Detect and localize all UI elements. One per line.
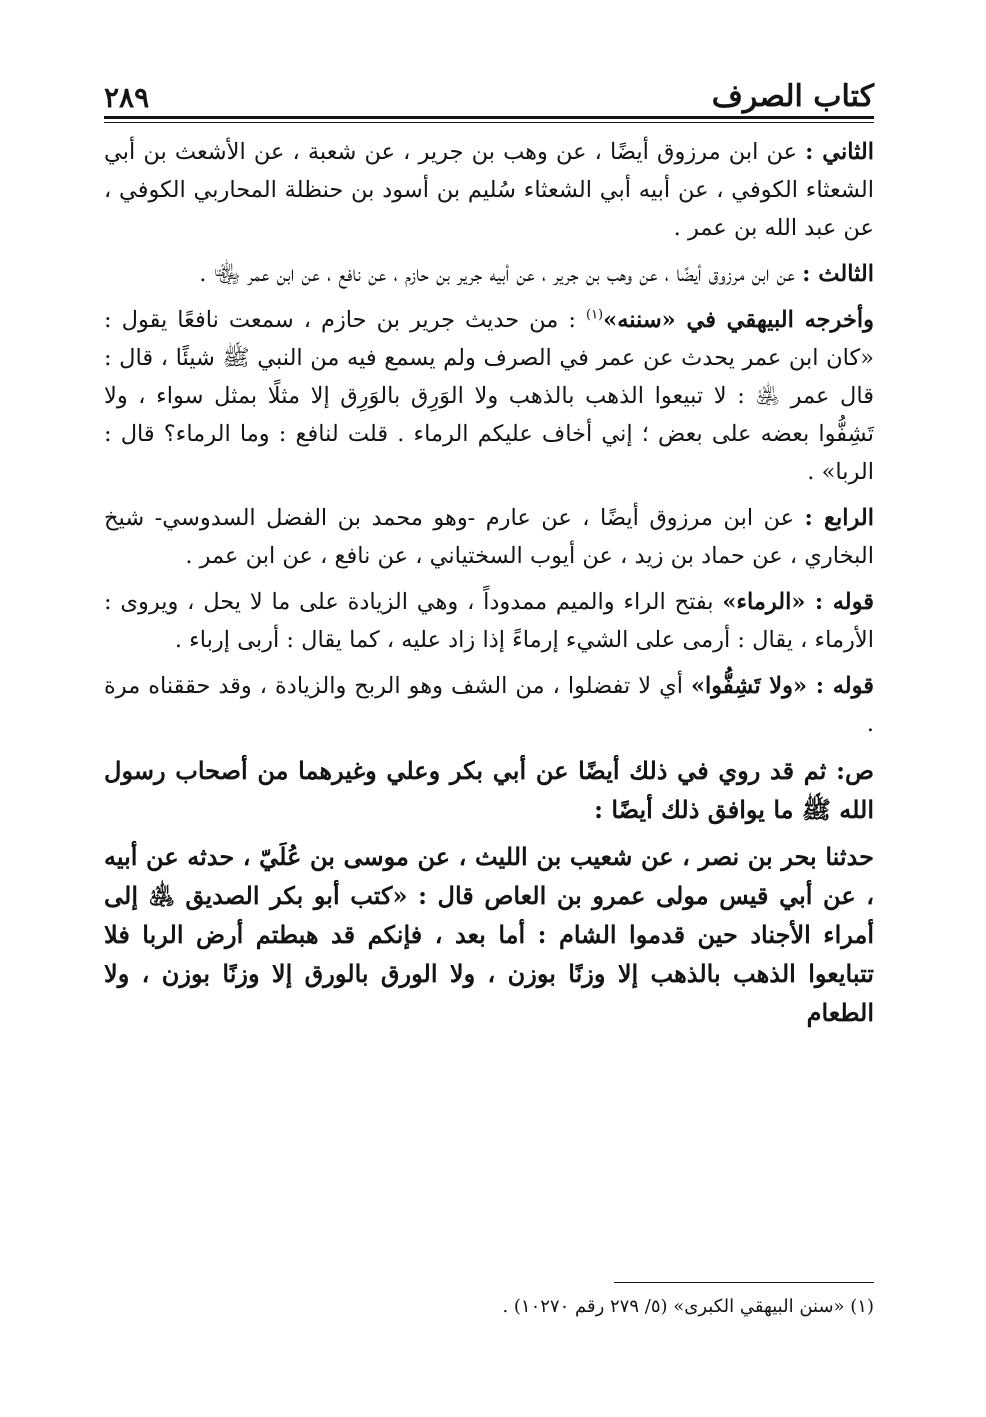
- paragraph-text: أي لا تفضلوا ، من الشف وهو الربح والزيادة ، وقد حققناه مرة .: [104, 673, 874, 737]
- footnote-ref[interactable]: (١): [585, 307, 604, 323]
- page-number: ٢٨٩: [104, 81, 150, 114]
- paragraph-ramaa: [104, 583, 874, 659]
- paragraph-lead: قوله : «ولا تَشِفُّوا»: [690, 673, 874, 699]
- matn-hadith: حدثنا بحر بن نصر ، عن شعيب بن الليث ، عن موسى بن عُلَيّ ، حدثه عن أبيه ، عن أبي قيس مولى عمرو بن العاص قال : «كتب أبو بكر الصديق ﵁ إلى أمراء الأجناد حين قدموا الشام : أما بعد ، فإنكم قد هبطتم أرض الربا فلا تتبايعوا الذهب بالذهب إلا وزنًا بوزن ، ولا الورق بالورق إلا وزنًا بوزن ، ولا الطعام: [104, 842, 874, 1027]
- paragraph-lead: الثاني :: [805, 139, 874, 165]
- footnote-1: (١) «سنن البيهقي الكبرى» (٥/ ٢٧٩ رقم ١٠٢٧٠) .: [502, 1296, 874, 1317]
- book-title: كتاب الصرف: [711, 79, 874, 114]
- page-header: [104, 60, 874, 119]
- footnote-rule: [614, 1282, 874, 1283]
- paragraph-tashiffu: [104, 667, 874, 743]
- paragraph-text: بفتح الراء والميم ممدوداً ، وهي الزيادة على ما لا يحل ، ويروى : الأرماء ، يقال : أرمى على الشيء إرماءً إذا زاد عليه ، كما يقال : أربى إرباء .: [104, 589, 874, 653]
- paragraph-lead: الثالث :: [802, 261, 874, 287]
- paragraph-second: [104, 133, 874, 247]
- header-rule: [104, 122, 874, 123]
- paragraph-lead: قوله : «الرماء»: [722, 589, 875, 615]
- paragraph-text: عن ابن مرزوق أيضًا ، عن عارم -وهو محمد بن الفضل السدوسي- شيخ البخاري ، عن حماد بن زيد ، عن أيوب السختياني ، عن نافع ، عن ابن عمر .: [104, 505, 874, 569]
- paragraph-text: عن ابن مرزوق أيضًا ، عن وهب بن جرير ، عن شعبة ، عن الأشعث بن أبي الشعثاء الكوفي ، عن أبيه أبي الشعثاء سُليم بن أسود بن حنظلة المحاربي الكوفي ، عن عبد الله بن عمر .: [104, 139, 874, 241]
- paragraph-text: : من حديث جرير بن حازم ، سمعت نافعًا يقول : «كان ابن عمر يحدث عن عمر في الصرف ولم يسمع فيه من النبي ﷺ شيئًا ، قال : قال عمر ﵁ : لا تبيعوا الذهب بالذهب ولا الوَرِق بالوَرِق إلا مثلًا بمثل سواء ، ولا تَشِفُّوا بعضه على بعض ؛ إني أخاف عليكم الرماء . قلت لنافع : وما الرماء؟ قال : الربا» .: [104, 307, 874, 485]
- paragraph-third: [104, 255, 874, 293]
- page-body: [104, 60, 874, 1040]
- paragraph-bayhaqi: [104, 301, 874, 491]
- matn-heading: ص: ثم قد روي في ذلك أيضًا عن أبي بكر وعلي وغيرهما من أصحاب رسول الله ﷺ ما يوافق ذلك أيضًا :: [104, 756, 874, 824]
- paragraph-lead: وأخرجه البيهقي في «سننه»: [603, 307, 874, 333]
- paragraph-lead: الرابع :: [804, 505, 874, 531]
- paragraph-fourth: [104, 499, 874, 575]
- footnotes: [104, 1282, 874, 1321]
- paragraph-text: عن ابن مرزوق أيضًا ، عن وهب بن جرير ، عن أبيه جرير بن حازم ، عن نافع ، عن ابن عمر ﵄ .: [199, 261, 803, 287]
